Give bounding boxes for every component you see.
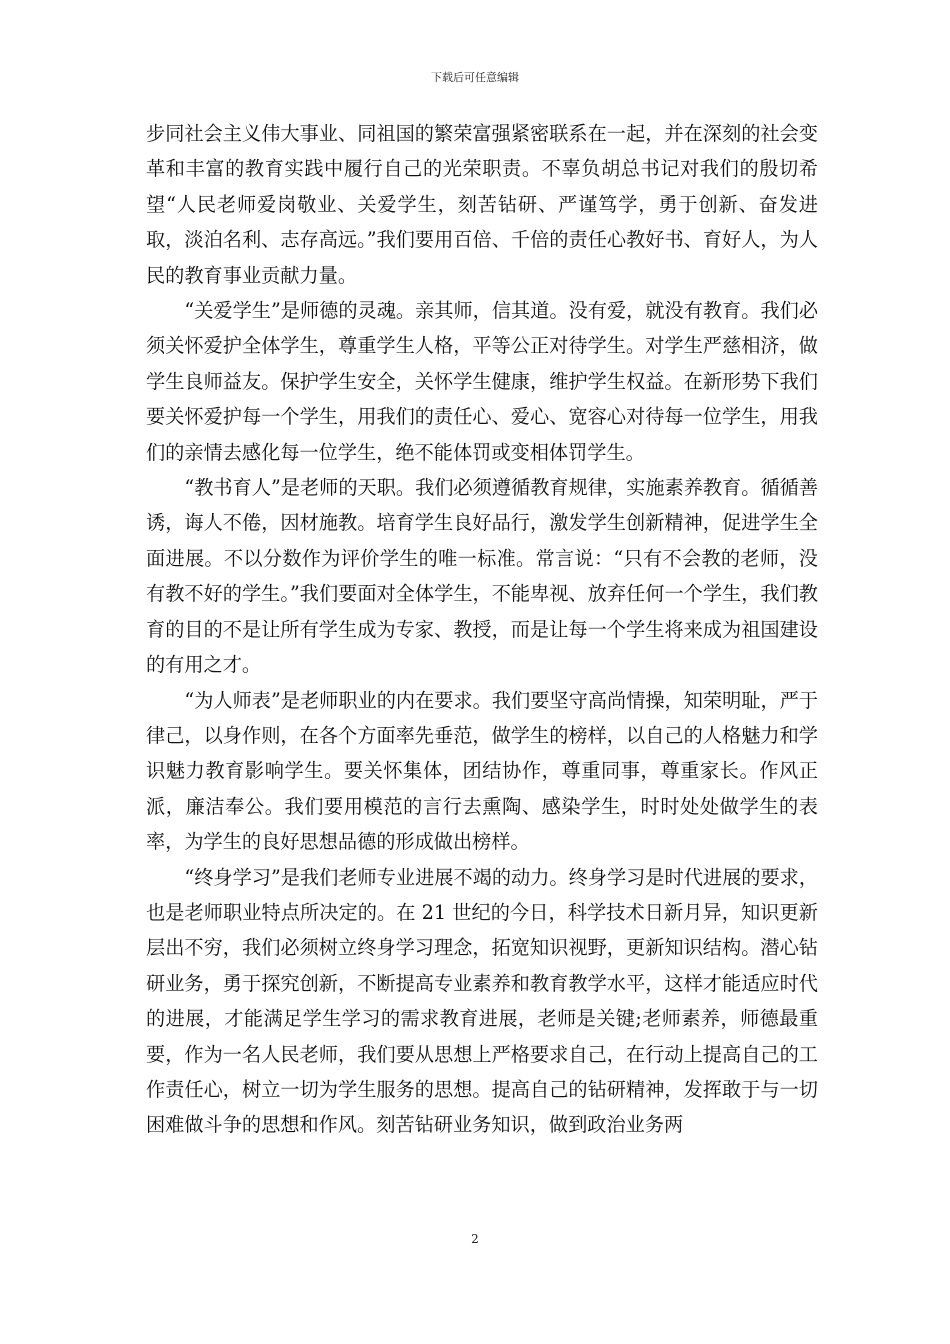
paragraph-role-model: “为人师表”是老师职业的内在要求。我们要坚守高尚情操，知荣明耻，严于律己，以身作则，在各个方面率先垂范，做学生的榜样，以自己的人格魅力和学识魅力教育影响学生。要关怀集体，团结协作，尊重同事，尊重家长。作风正派，廉洁奉公。我们要用模范的言行去熏陶、感染学生，时时处处做学生的表率，为学生的良好思想品德的形成做出榜样。: [146, 688, 819, 854]
paragraph-caring-students: “关爱学生”是师德的灵魂。亲其师，信其道。没有爱，就没有教育。我们必须关怀爱护全体学生，尊重学生人格，平等公正对待学生。对学生严慈相济，做学生良师益友。保护学生安全，关怀学生健康，维护学生权益。在新形势下我们要关怀爱护每一个学生，用我们的责任心、爱心、宽容心对待每一位学生，用我们的亲情去感化每一位学生，绝不能体罚或变相体罚学生。: [146, 299, 819, 464]
document-body: [146, 116, 818, 1143]
page-number: 2: [471, 1232, 479, 1246]
paragraph-lifelong-learning: “终身学习”是我们老师专业进展不竭的动力。终身学习是时代进展的要求，也是老师职业特点所决定的。在 21 世纪的今日，科学技术日新月异，知识更新层出不穷，我们必须树立终身学习理念，拓宽知识视野，更新知识结构。潜心钻研业务，勇于探究创新，不断提高专业素养和教育教学水平，这样才能适应时代的进展，才能满足学生学习的需求教育进展，老师是关键;老师素养，师德最重要，作为一名人民老师，我们要从思想上严格要求自己，在行动上提高自己的工作责任心，树立一切为学生服务的思想。提高自己的钻研精神，发挥敢于与一切困难做斗争的思想和作风。刻苦钻研业务知识，做到政治业务两: [146, 865, 819, 1137]
paragraph-continued: 步同社会主义伟大事业、同祖国的繁荣富强紧密联系在一起，并在深刻的社会变革和丰富的教育实践中履行自己的光荣职责。不辜负胡总书记对我们的殷切希望“人民老师爱岗敬业、关爱学生，刻苦钻研、严谨笃学，勇于创新、奋发进取，淡泊名利、志存高远。”我们要用百倍、千倍的责任心教好书、育好人，为人民的教育事业贡献力量。: [146, 122, 818, 287]
page-header: 下载后可任意编辑: [431, 71, 519, 84]
paragraph-teaching: “教书育人”是老师的天职。我们必须遵循教育规律，实施素养教育。循循善诱，诲人不倦，因材施教。培育学生良好品行，激发学生创新精神，促进学生全面进展。不以分数作为评价学生的唯一标准。常言说：“只有不会教的老师，没有教不好的学生。”我们要面对全体学生，不能卑视、放弃任何一个学生，我们教育的目的不是让所有学生成为专家、教授，而是让每一个学生将来成为祖国建设的有用之才。: [146, 476, 819, 677]
